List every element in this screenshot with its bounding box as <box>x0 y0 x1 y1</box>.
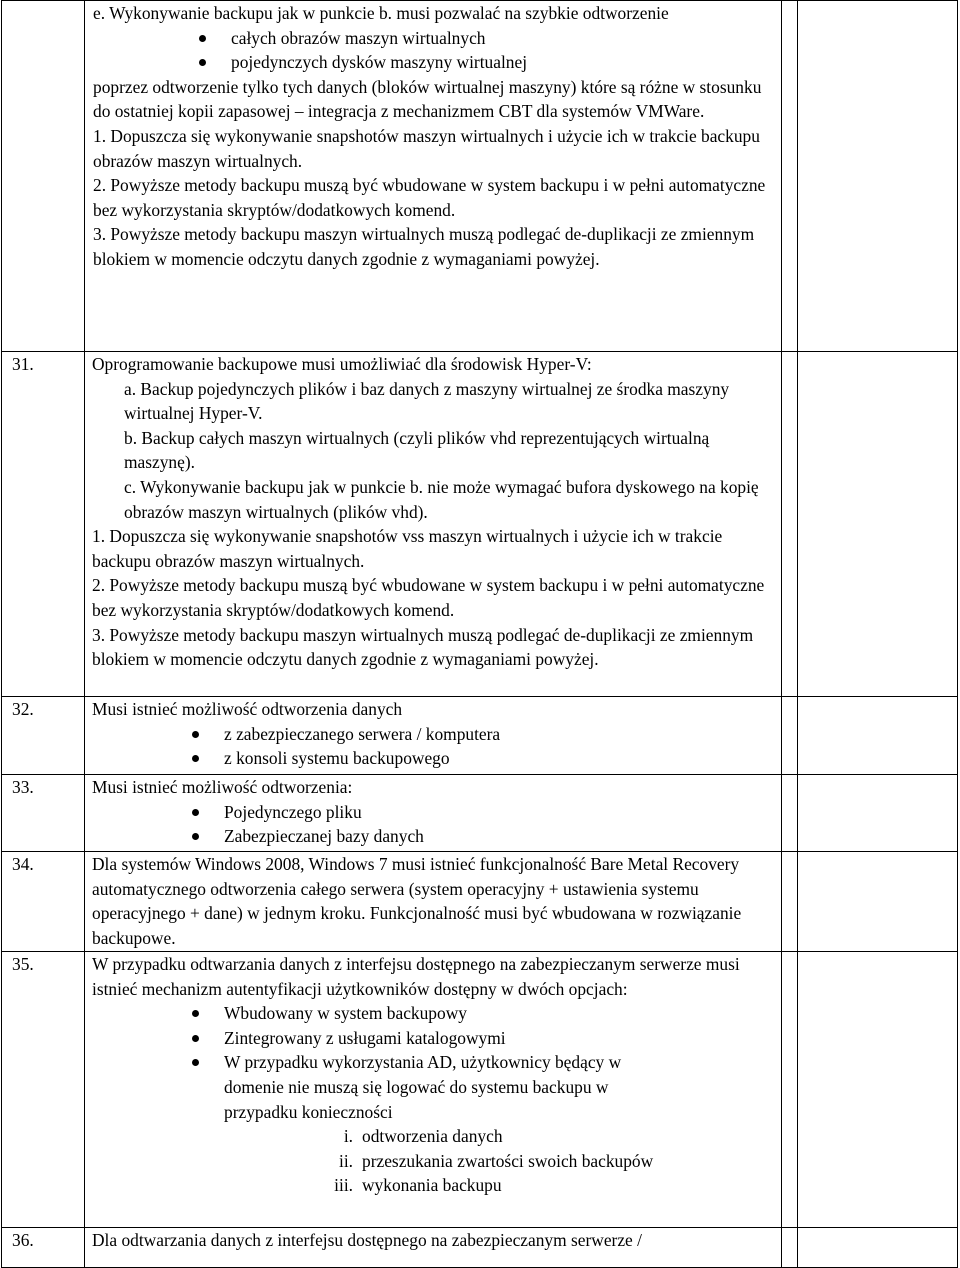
list-item: Wbudowany w system backupowy <box>85 1001 781 1026</box>
item-b: b. Backup całych maszyn wirtualnych (czyli plików vhd reprezentujących wirtualną maszynę). <box>124 427 710 473</box>
empty-cell <box>782 952 798 1228</box>
point-2: 2. Powyższe metody backupu muszą być wbudowane w system backupu i w pełni automatyczne bez wykorzystania skryptów/dodatkowych komend. <box>93 175 766 220</box>
item-a: a. Backup pojedynczych plików i baz danych z maszyny wirtualnej ze środka maszyny wirtualnej Hyper-V. <box>124 378 730 424</box>
list-item: z konsoli systemu backupowego <box>85 746 781 771</box>
row-content <box>85 1228 782 1268</box>
row-number <box>2 1 85 352</box>
empty-cell <box>782 697 798 775</box>
empty-cell <box>798 1228 958 1268</box>
empty-cell <box>798 352 958 697</box>
list-item: całych obrazów maszyn wirtualnych <box>85 26 781 51</box>
point-3: 3. Powyższe metody backupu maszyn wirtualnych muszą podlegać de-duplikacji ze zmiennym blokiem w momencie odczytu danych zgodnie z wymaganiami powyżej. <box>93 224 755 269</box>
requirement-title: Oprogramowanie backupowe musi umożliwiać dla środowisk Hyper-V: <box>92 354 592 374</box>
list-item: z zabezpieczanego serwera / komputera <box>85 722 781 747</box>
row-number: 32. <box>2 697 85 775</box>
requirement-text: Dla odtwarzania danych z interfejsu dostępnego na zabezpieczanym serwerze / <box>92 1230 642 1250</box>
empty-cell <box>782 852 798 952</box>
paragraph: poprzez odtworzenie tylko tych danych (bloków wirtualnej maszyny) które są różne w stosunku do ostatniej kopii zapasowej – integracja z mechanizmem CBT dla systemów VMWare. <box>93 76 762 122</box>
list-item: Zintegrowany z usługami katalogowymi <box>85 1026 781 1051</box>
row-content <box>85 1 782 352</box>
row-content <box>85 852 782 952</box>
row-content <box>85 352 782 697</box>
row-content <box>85 952 782 1228</box>
item-e: e. Wykonywanie backupu jak w punkcie b. musi pozwalać na szybkie odtworzenie <box>93 3 669 23</box>
bullet-list <box>85 26 781 75</box>
requirement-text: Dla systemów Windows 2008, Windows 7 musi istnieć funkcjonalność Bare Metal Recovery automatycznego odtworzenia całego serwera (system operacyjny + ustawienia systemu operacyjnego + dane) w jednym kroku. Funkcjonalność musi być wbudowana w rozwiązanie backupowe. <box>92 854 742 948</box>
row-content <box>85 697 782 775</box>
row-number: 35. <box>2 952 85 1228</box>
requirement-title: Musi istnieć możliwość odtworzenia danych <box>92 699 403 719</box>
requirement-title: Musi istnieć możliwość odtworzenia: <box>92 777 353 797</box>
point-1: 1. Dopuszcza się wykonywanie snapshotów vss maszyn wirtualnych i użycie ich w trakcie backupu obrazów maszyn wirtualnych. <box>92 526 723 571</box>
empty-cell <box>798 952 958 1228</box>
roman-list <box>85 1124 781 1198</box>
list-item: ii. przeszukania zwartości swoich backupów <box>338 1150 654 1171</box>
requirement-text: W przypadku odtwarzania danych z interfejsu dostępnego na zabezpieczanym serwerze musi istnieć mechanizm autentyfikacji użytkowników dostępny w dwóch opcjach: <box>92 954 740 999</box>
list-item: Zabezpieczanej bazy danych <box>85 824 781 849</box>
empty-cell <box>782 1 798 352</box>
empty-cell <box>782 1228 798 1268</box>
point-3: 3. Powyższe metody backupu maszyn wirtualnych muszą podlegać de-duplikacji ze zmiennym blokiem w momencie odczytu danych zgodnie z wymaganiami powyżej. <box>92 624 754 670</box>
table-row <box>2 775 958 852</box>
empty-cell <box>798 775 958 852</box>
empty-cell <box>798 697 958 775</box>
table-row <box>2 852 958 952</box>
bullet-list <box>85 800 781 849</box>
list-item: Pojedynczego pliku <box>85 800 781 825</box>
table-row <box>2 952 958 1228</box>
row-number: 36. <box>2 1228 85 1268</box>
row-number: 33. <box>2 775 85 852</box>
bullet-list <box>85 722 781 771</box>
row-number: 31. <box>2 352 85 697</box>
list-item: i. odtworzenia danych <box>343 1126 503 1147</box>
empty-cell <box>782 775 798 852</box>
list-item: iii. wykonania backupu <box>334 1175 502 1196</box>
requirements-table <box>1 0 958 1268</box>
table-row <box>2 1228 958 1268</box>
table-row <box>2 1 958 352</box>
bullet-list <box>85 1001 781 1124</box>
row-content <box>85 775 782 852</box>
table-row <box>2 352 958 697</box>
list-item: pojedynczych dysków maszyny wirtualnej <box>85 50 781 75</box>
row-number: 34. <box>2 852 85 952</box>
table-row <box>2 697 958 775</box>
empty-cell <box>798 852 958 952</box>
point-2: 2. Powyższe metody backupu muszą być wbudowane w system backupu i w pełni automatyczne bez wykorzystania skryptów/dodatkowych komend. <box>92 575 765 620</box>
empty-cell <box>782 352 798 697</box>
list-item: W przypadku wykorzystania AD, użytkownicy będący w domenie nie muszą się logować do systemu backupu w przypadku konieczności <box>85 1050 781 1124</box>
item-c: c. Wykonywanie backupu jak w punkcie b. nie może wymagać bufora dyskowego na kopię obrazów maszyn wirtualnych (plików vhd). <box>124 476 759 522</box>
empty-cell <box>798 1 958 352</box>
point-1: 1. Dopuszcza się wykonywanie snapshotów maszyn wirtualnych i użycie ich w trakcie backupu obrazów maszyn wirtualnych. <box>93 125 760 171</box>
